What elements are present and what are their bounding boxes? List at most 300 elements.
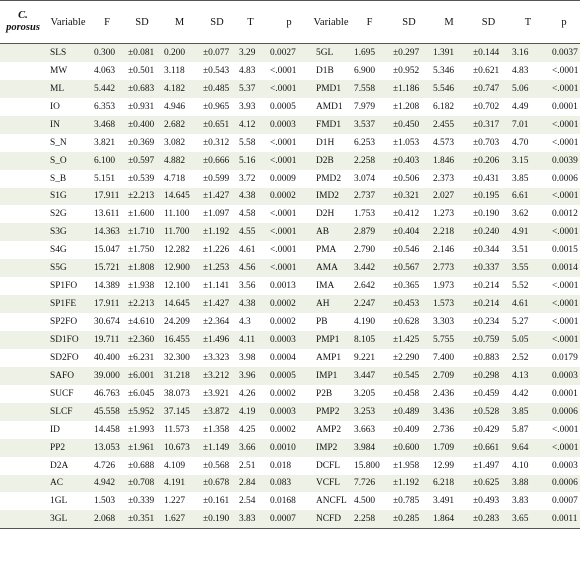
table-row (0, 134, 580, 152)
cell-t: 3.55 (508, 259, 548, 277)
cell-p: 0.0003 (266, 116, 312, 134)
cell-m: 4.191 (160, 475, 199, 493)
cell-variable: 5GL (312, 44, 350, 62)
cell-m: 5.346 (429, 62, 469, 80)
cell-sd: ±0.543 (199, 62, 235, 80)
cell-t: 4.12 (235, 116, 266, 134)
species-cell (0, 439, 46, 457)
table-row (0, 188, 580, 206)
cell-p: <.0001 (266, 241, 312, 259)
cell-variable: S5G (46, 259, 90, 277)
cell-f: 13.611 (90, 205, 124, 223)
species-cell (0, 510, 46, 528)
cell-variable: PMP2 (312, 403, 350, 421)
cell-sd: ±0.206 (469, 152, 508, 170)
cell-f: 14.458 (90, 421, 124, 439)
table-row (0, 62, 580, 80)
cell-sd: ±0.195 (469, 188, 508, 206)
cell-t: 3.62 (508, 205, 548, 223)
cell-t: 5.16 (235, 152, 266, 170)
cell-variable: PMP1 (312, 331, 350, 349)
cell-variable: D2A (46, 457, 90, 475)
cell-t: 4.42 (508, 385, 548, 403)
cell-sd: ±0.214 (469, 277, 508, 295)
cell-f: 6.100 (90, 152, 124, 170)
cell-variable: IMA (312, 277, 350, 295)
species-cell (0, 475, 46, 493)
table-row (0, 80, 580, 98)
cell-m: 1.709 (429, 439, 469, 457)
species-cell (0, 367, 46, 385)
cell-m: 37.145 (160, 403, 199, 421)
cell-f: 45.558 (90, 403, 124, 421)
cell-p: <.0001 (266, 152, 312, 170)
cell-t: 3.83 (235, 510, 266, 528)
table-row (0, 152, 580, 170)
cell-f: 6.353 (90, 98, 124, 116)
cell-p: 0.0002 (266, 313, 312, 331)
cell-sd: ±0.539 (124, 170, 160, 188)
cell-m: 2.436 (429, 385, 469, 403)
table-header (0, 1, 580, 44)
species-cell (0, 98, 46, 116)
cell-m: 11.100 (160, 205, 199, 223)
cell-m: 5.755 (429, 331, 469, 349)
cell-t: 5.52 (508, 277, 548, 295)
cell-p: <.0001 (548, 277, 580, 295)
cell-sd: ±0.234 (469, 313, 508, 331)
cell-f: 15.721 (90, 259, 124, 277)
cell-sd: ±0.545 (389, 367, 429, 385)
table-row (0, 205, 580, 223)
cell-t: 2.52 (508, 349, 548, 367)
cell-f: 15.047 (90, 241, 124, 259)
cell-m: 3.303 (429, 313, 469, 331)
species-header-line1: C. (18, 10, 28, 21)
cell-sd: ±2.290 (389, 349, 429, 367)
cell-sd: ±0.747 (469, 80, 508, 98)
cell-variable: D2B (312, 152, 350, 170)
cell-m: 2.773 (429, 259, 469, 277)
cell-p: 0.0039 (548, 152, 580, 170)
cell-t: 5.06 (508, 80, 548, 98)
cell-sd: ±0.412 (389, 205, 429, 223)
cell-f: 3.205 (350, 385, 389, 403)
cell-variable: SP1FO (46, 277, 90, 295)
cell-p: 0.0007 (548, 492, 580, 510)
table-row (0, 277, 580, 295)
cell-f: 13.053 (90, 439, 124, 457)
cell-t: 3.93 (235, 98, 266, 116)
cell-sd: ±0.485 (199, 80, 235, 98)
cell-sd: ±0.081 (124, 44, 160, 62)
cell-variable: VCFL (312, 475, 350, 493)
species-cell (0, 44, 46, 62)
cell-p: <.0001 (548, 313, 580, 331)
cell-p: 0.0001 (548, 385, 580, 403)
table-body (0, 44, 580, 529)
cell-f: 19.711 (90, 331, 124, 349)
cell-p: <.0001 (548, 331, 580, 349)
cell-sd: ±0.214 (469, 295, 508, 313)
cell-t: 4.61 (235, 241, 266, 259)
cell-variable: PMD2 (312, 170, 350, 188)
cell-sd: ±0.661 (469, 439, 508, 457)
species-cell (0, 295, 46, 313)
cell-sd: ±0.759 (469, 331, 508, 349)
cell-p: 0.0003 (548, 457, 580, 475)
cell-m: 1.227 (160, 492, 199, 510)
cell-p: <.0001 (266, 134, 312, 152)
cell-sd: ±1.961 (124, 439, 160, 457)
cell-sd: ±0.344 (469, 241, 508, 259)
cell-p: <.0001 (266, 80, 312, 98)
cell-sd: ±0.337 (469, 259, 508, 277)
cell-f: 4.726 (90, 457, 124, 475)
cell-sd: ±0.625 (469, 475, 508, 493)
cell-f: 2.642 (350, 277, 389, 295)
cell-sd: ±0.568 (199, 457, 235, 475)
species-cell (0, 241, 46, 259)
cell-m: 14.645 (160, 295, 199, 313)
cell-sd: ±0.600 (389, 439, 429, 457)
cell-sd: ±0.369 (124, 134, 160, 152)
cell-variable: PMD1 (312, 80, 350, 98)
cell-sd: ±2.213 (124, 295, 160, 313)
cell-f: 3.074 (350, 170, 389, 188)
cell-p: 0.0011 (548, 510, 580, 528)
cell-variable: AB (312, 223, 350, 241)
cell-t: 3.96 (235, 367, 266, 385)
cell-sd: ±1.600 (124, 205, 160, 223)
cell-p: 0.0012 (548, 205, 580, 223)
col-header-m: M (429, 1, 469, 44)
cell-f: 2.737 (350, 188, 389, 206)
table-row (0, 367, 580, 385)
cell-m: 24.209 (160, 313, 199, 331)
cell-p: 0.0002 (266, 385, 312, 403)
cell-p: <.0001 (548, 439, 580, 457)
cell-m: 12.282 (160, 241, 199, 259)
col-header-p: p (548, 1, 580, 44)
cell-sd: ±0.708 (124, 475, 160, 493)
cell-p: 0.0003 (266, 403, 312, 421)
cell-sd: ±0.599 (199, 170, 235, 188)
cell-f: 30.674 (90, 313, 124, 331)
cell-f: 2.258 (350, 510, 389, 528)
col-header-t: T (235, 1, 266, 44)
table-row (0, 170, 580, 188)
cell-sd: ±3.323 (199, 349, 235, 367)
cell-f: 7.979 (350, 98, 389, 116)
cell-sd: ±0.459 (469, 385, 508, 403)
cell-variable: AMD1 (312, 98, 350, 116)
species-cell (0, 385, 46, 403)
cell-t: 2.54 (235, 492, 266, 510)
cell-sd: ±4.610 (124, 313, 160, 331)
cell-sd: ±0.785 (389, 492, 429, 510)
cell-f: 3.447 (350, 367, 389, 385)
cell-sd: ±0.351 (124, 510, 160, 528)
cell-t: 4.38 (235, 188, 266, 206)
species-header-line2: porosus (6, 22, 40, 33)
cell-sd: ±0.546 (389, 241, 429, 259)
cell-t: 4.70 (508, 134, 548, 152)
cell-sd: ±6.231 (124, 349, 160, 367)
cell-f: 14.389 (90, 277, 124, 295)
cell-variable: IMD2 (312, 188, 350, 206)
cell-sd: ±0.283 (469, 510, 508, 528)
cell-sd: ±3.212 (199, 367, 235, 385)
cell-variable: AMP2 (312, 421, 350, 439)
species-cell (0, 188, 46, 206)
cell-p: 0.0006 (548, 403, 580, 421)
cell-m: 4.182 (160, 80, 199, 98)
cell-p: <.0001 (548, 295, 580, 313)
species-cell (0, 349, 46, 367)
cell-sd: ±1.808 (124, 259, 160, 277)
cell-sd: ±0.190 (199, 510, 235, 528)
table-row (0, 116, 580, 134)
cell-m: 3.436 (429, 403, 469, 421)
cell-t: 5.58 (235, 134, 266, 152)
cell-sd: ±0.597 (124, 152, 160, 170)
cell-m: 4.573 (429, 134, 469, 152)
cell-p: 0.0005 (266, 98, 312, 116)
cell-sd: ±6.001 (124, 367, 160, 385)
cell-sd: ±1.710 (124, 223, 160, 241)
cell-sd: ±0.678 (199, 475, 235, 493)
cell-p: <.0001 (266, 259, 312, 277)
cell-t: 3.66 (235, 439, 266, 457)
cell-p: 0.0179 (548, 349, 580, 367)
cell-m: 6.182 (429, 98, 469, 116)
cell-sd: ±0.365 (389, 277, 429, 295)
cell-variable: S4G (46, 241, 90, 259)
cell-variable: SLS (46, 44, 90, 62)
cell-p: 0.0009 (266, 170, 312, 188)
cell-m: 4.109 (160, 457, 199, 475)
species-cell (0, 62, 46, 80)
cell-variable: SD1FO (46, 331, 90, 349)
cell-sd: ±1.427 (199, 295, 235, 313)
cell-variable: S3G (46, 223, 90, 241)
cell-t: 3.72 (235, 170, 266, 188)
species-cell (0, 170, 46, 188)
cell-m: 7.400 (429, 349, 469, 367)
cell-t: 5.37 (235, 80, 266, 98)
cell-t: 5.87 (508, 421, 548, 439)
cell-m: 0.200 (160, 44, 199, 62)
cell-sd: ±0.567 (389, 259, 429, 277)
cell-m: 2.709 (429, 367, 469, 385)
cell-t: 3.65 (508, 510, 548, 528)
cell-t: 4.11 (235, 331, 266, 349)
cell-sd: ±0.161 (199, 492, 235, 510)
cell-sd: ±0.312 (199, 134, 235, 152)
cell-sd: ±0.688 (124, 457, 160, 475)
cell-m: 3.118 (160, 62, 199, 80)
cell-sd: ±1.097 (199, 205, 235, 223)
cell-m: 4.882 (160, 152, 199, 170)
table-row (0, 259, 580, 277)
species-cell (0, 277, 46, 295)
cell-sd: ±0.651 (199, 116, 235, 134)
cell-p: 0.0003 (548, 367, 580, 385)
cell-sd: ±1.993 (124, 421, 160, 439)
species-cell (0, 421, 46, 439)
cell-variable: P2B (312, 385, 350, 403)
species-cell (0, 457, 46, 475)
cell-p: 0.083 (266, 475, 312, 493)
cell-m: 2.373 (429, 170, 469, 188)
cell-f: 4.190 (350, 313, 389, 331)
cell-p: 0.0001 (548, 98, 580, 116)
cell-variable: 1GL (46, 492, 90, 510)
table-row (0, 385, 580, 403)
cell-m: 31.218 (160, 367, 199, 385)
cell-sd: ±0.683 (124, 80, 160, 98)
cell-sd: ±0.404 (389, 223, 429, 241)
cell-sd: ±0.317 (469, 116, 508, 134)
cell-f: 5.442 (90, 80, 124, 98)
cell-f: 3.984 (350, 439, 389, 457)
cell-sd: ±0.965 (199, 98, 235, 116)
cell-sd: ±0.240 (469, 223, 508, 241)
cell-variable: D1B (312, 62, 350, 80)
cell-p: 0.0010 (266, 439, 312, 457)
cell-f: 3.537 (350, 116, 389, 134)
cell-f: 4.500 (350, 492, 389, 510)
cell-variable: PB (312, 313, 350, 331)
cell-t: 5.27 (508, 313, 548, 331)
cell-p: 0.0014 (548, 259, 580, 277)
cell-variable: SUCF (46, 385, 90, 403)
cell-p: 0.0002 (266, 188, 312, 206)
cell-sd: ±0.621 (469, 62, 508, 80)
cell-f: 1.503 (90, 492, 124, 510)
cell-sd: ±1.497 (469, 457, 508, 475)
cell-sd: ±0.931 (124, 98, 160, 116)
cell-sd: ±0.285 (389, 510, 429, 528)
cell-t: 3.16 (508, 44, 548, 62)
cell-f: 4.942 (90, 475, 124, 493)
cell-f: 2.258 (350, 152, 389, 170)
species-cell (0, 331, 46, 349)
cell-sd: ±0.429 (469, 421, 508, 439)
cell-sd: ±0.400 (124, 116, 160, 134)
cell-m: 11.700 (160, 223, 199, 241)
cell-sd: ±2.364 (199, 313, 235, 331)
cell-f: 4.063 (90, 62, 124, 80)
cell-t: 3.15 (508, 152, 548, 170)
cell-sd: ±1.427 (199, 188, 235, 206)
cell-variable: PP2 (46, 439, 90, 457)
cell-f: 2.068 (90, 510, 124, 528)
cell-sd: ±0.409 (389, 421, 429, 439)
cell-f: 3.442 (350, 259, 389, 277)
cell-m: 2.455 (429, 116, 469, 134)
cell-p: 0.0037 (548, 44, 580, 62)
cell-t: 3.29 (235, 44, 266, 62)
cell-m: 1.391 (429, 44, 469, 62)
cell-sd: ±1.192 (389, 475, 429, 493)
col-header-sd: SD (199, 1, 235, 44)
species-cell (0, 205, 46, 223)
cell-m: 3.082 (160, 134, 199, 152)
table-row (0, 241, 580, 259)
cell-sd: ±0.458 (389, 385, 429, 403)
cell-m: 1.846 (429, 152, 469, 170)
cell-variable: SAFO (46, 367, 90, 385)
cell-p: 0.0006 (548, 475, 580, 493)
cell-sd: ±0.883 (469, 349, 508, 367)
cell-p: 0.0168 (266, 492, 312, 510)
cell-variable: SP1FE (46, 295, 90, 313)
cell-sd: ±1.141 (199, 277, 235, 295)
cell-sd: ±1.496 (199, 331, 235, 349)
cell-t: 4.91 (508, 223, 548, 241)
cell-sd: ±1.425 (389, 331, 429, 349)
cell-m: 12.100 (160, 277, 199, 295)
table-row (0, 98, 580, 116)
col-header-m: M (160, 1, 199, 44)
col-header-sd: SD (389, 1, 429, 44)
cell-m: 11.573 (160, 421, 199, 439)
cell-t: 4.61 (508, 295, 548, 313)
cell-p: 0.0003 (266, 331, 312, 349)
cell-variable: S1G (46, 188, 90, 206)
cell-sd: ±1.750 (124, 241, 160, 259)
cell-f: 3.821 (90, 134, 124, 152)
cell-f: 8.105 (350, 331, 389, 349)
table-row (0, 457, 580, 475)
cell-variable: AC (46, 475, 90, 493)
species-cell (0, 313, 46, 331)
cell-p: 0.0013 (266, 277, 312, 295)
cell-variable: SD2FO (46, 349, 90, 367)
cell-f: 6.900 (350, 62, 389, 80)
col-header-variable: Variable (312, 1, 350, 44)
cell-variable: DCFL (312, 457, 350, 475)
cell-t: 5.05 (508, 331, 548, 349)
cell-t: 4.26 (235, 385, 266, 403)
cell-variable: 3GL (46, 510, 90, 528)
cell-p: <.0001 (266, 62, 312, 80)
cell-variable: IO (46, 98, 90, 116)
cell-sd: ±0.501 (124, 62, 160, 80)
table-row (0, 421, 580, 439)
cell-f: 1.695 (350, 44, 389, 62)
cell-m: 2.736 (429, 421, 469, 439)
table-row (0, 295, 580, 313)
cell-p: <.0001 (548, 223, 580, 241)
cell-sd: ±1.958 (389, 457, 429, 475)
table-row (0, 331, 580, 349)
cell-f: 3.253 (350, 403, 389, 421)
cell-sd: ±5.952 (124, 403, 160, 421)
col-header-f: F (350, 1, 389, 44)
cell-t: 3.98 (235, 349, 266, 367)
cell-t: 4.19 (235, 403, 266, 421)
cell-t: 4.56 (235, 259, 266, 277)
cell-variable: AH (312, 295, 350, 313)
cell-variable: AMP1 (312, 349, 350, 367)
species-cell (0, 492, 46, 510)
cell-t: 3.88 (508, 475, 548, 493)
table-row (0, 439, 580, 457)
species-cell (0, 152, 46, 170)
